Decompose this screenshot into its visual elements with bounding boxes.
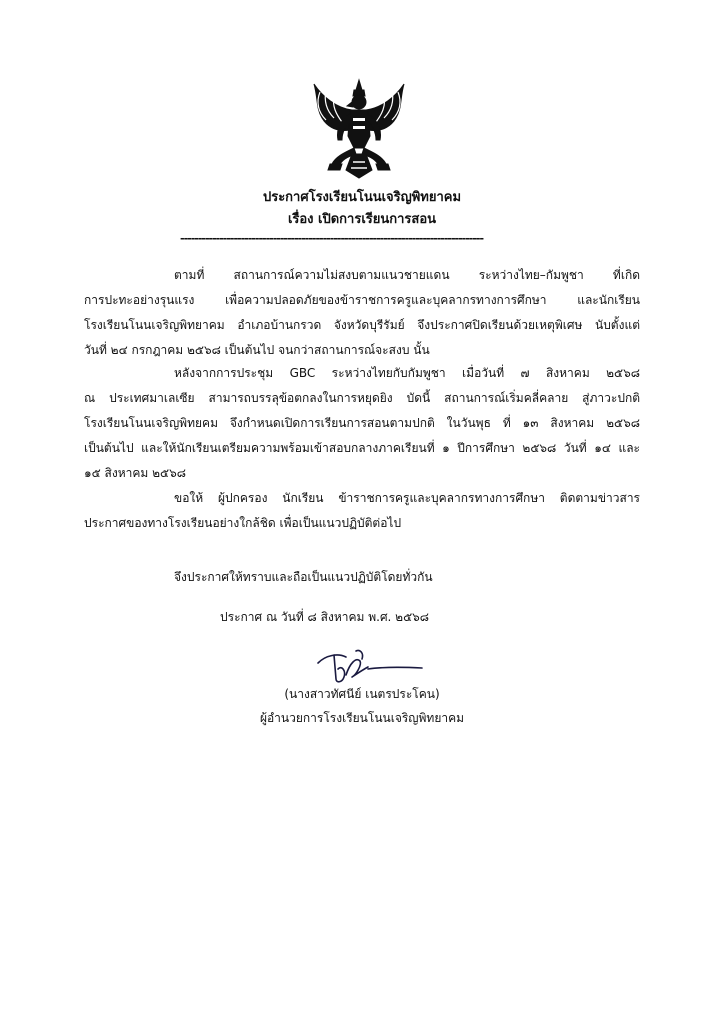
handwritten-signature [312, 645, 426, 685]
paragraph-line: โรงเรียนโนนเจริญพิทยคม จึงกำหนดเปิดการเรียนการสอนตามปกติ ในวันพุธ ที่ ๑๓ สิงหาคม ๒๕๖๘ [84, 416, 640, 430]
signer-title: ผู้อำนวยการโรงเรียนโนนเจริญพิทยาคม [259, 711, 465, 725]
paragraph-line: การปะทะอย่างรุนแรง เพื่อความปลอดภัยของข้าราชการครูและบุคลากรทางการศึกษา และนักเรียน [84, 293, 640, 307]
title-divider: ------------------------------------------------------------------------------------- [180, 232, 484, 245]
paragraph-line: โรงเรียนโนนเจริญพิทยาคม อำเภอบ้านกรวด จังหวัดบุรีรัมย์ จึงประกาศปิดเรียนด้วยเหตุพิเศษ นับตั้งแต่ [84, 318, 640, 332]
paragraph-line: ขอให้ ผู้ปกครอง นักเรียน ข้าราชการครูและบุคลากรทางการศึกษา ติดตามข่าวสาร [174, 491, 640, 505]
paragraph-line: วันที่ ๒๔ กรกฎาคม ๒๕๖๘ เป็นต้นไป จนกว่าสถานการณ์จะสงบ นั้น [84, 343, 430, 357]
paragraph-line: ตามที่ สถานการณ์ความไม่สงบตามแนวชายแดน ระหว่างไทย–กัมพูชา ที่เกิด [174, 268, 640, 282]
paragraph-line: ณ ประเทศมาเลเซีย สามารถบรรลุข้อตกลงในการหยุดยิง บัดนี้ สถานการณ์เริ่มคลี่คลาย สู่ภาวะปกติ [84, 391, 640, 405]
paragraph-line: ประกาศของทางโรงเรียนอย่างใกล้ชิด เพื่อเป็นแนวปฏิบัติต่อไป [84, 516, 402, 530]
paragraph-1 [84, 263, 640, 363]
announcement-subject: เรื่อง เปิดการเรียนการสอน [287, 212, 437, 227]
paragraph-2 [84, 361, 640, 486]
closing-statement: จึงประกาศให้ทราบและถือเป็นแนวปฏิบัติโดยทั่วกัน [174, 570, 433, 584]
paragraph-line: ๑๕ สิงหาคม ๒๕๖๘ [84, 466, 186, 480]
signer-name: (นางสาวทัศนีย์ เนตรประโคน) [284, 687, 440, 701]
announcement-date: ประกาศ ณ วันที่ ๘ สิงหาคม พ.ศ. ๒๕๖๘ [220, 610, 430, 624]
paragraph-line: เป็นต้นไป และให้นักเรียนเตรียมความพร้อมเข้าสอบกลางภาคเรียนที่ ๑ ปีการศึกษา ๒๕๖๘ วันที่ ๑๔ และ [84, 441, 640, 455]
paragraph-3 [84, 486, 640, 536]
announcement-title: ประกาศโรงเรียนโนนเจริญพิทยาคม [262, 190, 462, 205]
paragraph-line: หลังจากการประชุม GBC ระหว่างไทยกับกัมพูชา เมื่อวันที่ ๗ สิงหาคม ๒๕๖๘ [174, 366, 640, 380]
garuda-emblem-icon [306, 78, 412, 184]
